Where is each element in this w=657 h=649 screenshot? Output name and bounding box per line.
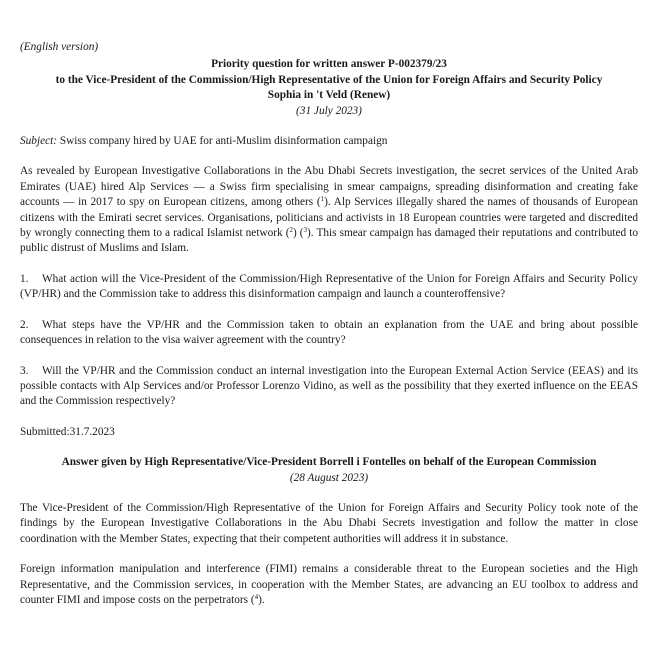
subject-label: Subject:	[20, 135, 58, 148]
question-number: 3.	[20, 364, 29, 377]
answer-paragraph-1: The Vice-President of the Commission/High Representative of the Union for Foreign Affairs and Security Policy took note of the findings by the European Investigative Collaborations in the Abu Dhabi Secrets investigation and follow the matter in close coordination with the Member States, expecting that their competent authorities will address it in substance.	[20, 501, 638, 545]
answer-text-2: ).	[258, 593, 265, 606]
answer-date: (28 August 2023)	[289, 471, 369, 484]
subject-line	[20, 134, 638, 149]
language-note: (English version)	[20, 41, 99, 53]
intro-text-2: ). Alp Services illegally shared the names of thousands of European citizens with the Emirati secret services. Organisations, politicians and activists in 18 European countries were targeted and discredited by wrongly connecting them to a radical Islamist network (	[20, 196, 638, 240]
intro-text-4: ). This smear campaign has damaged their reputations and contributed to public distrust of Muslims and Islam.	[20, 227, 638, 255]
question-author: Sophia in 't Veld (Renew)	[267, 89, 391, 102]
question-text: Will the VP/HR and the Commission conduct an internal investigation into the European External Action Service (EEAS) and its possible contacts with Alp Services and/or Professor Lorenzo Vidino, as well as the possibility that they exerted influence on the EEAS and the Commission respectively?	[20, 364, 638, 408]
answer-text-1: Foreign information manipulation and interference (FIMI) remains a considerable threat to the European societies and the High Representative, and the Commission services, in cooperation with the Member States, are advancing an EU toolbox to address and counter FIMI and impose costs on the perpetrators (	[20, 563, 638, 606]
question-date: (31 July 2023)	[296, 104, 362, 117]
footnote-ref-2[interactable]: 2	[289, 226, 293, 235]
question-item-2	[20, 318, 638, 349]
intro-text-3: ) (	[292, 227, 304, 240]
intro-text-1: As revealed by European Investigative Collaborations in the Abu Dhabi Secrets investigation, the secret services of the United Arab Emirates (UAE) hired Alp Services — a Swiss firm specialising in smear campaigns, spreading disinformation and creating fake accounts — in 2017 to spy on European citizens, among others (	[20, 165, 638, 209]
question-item-3	[20, 364, 638, 410]
document-page	[20, 40, 638, 608]
answer-heading: Answer given by High Representative/Vice-President Borrell i Fontelles on behalf of the European Commission	[61, 456, 597, 469]
question-title: Priority question for written answer P-002379/23	[211, 58, 447, 71]
question-number: 2.	[20, 318, 29, 331]
footnote-ref-4[interactable]: 4	[254, 592, 259, 601]
question-text: What steps have the VP/HR and the Commission taken to obtain an explanation from the UAE and bring about possible consequences in relation to the visa waiver agreement with the country?	[20, 318, 638, 347]
question-text: What action will the Vice-President of the Commission/High Representative of the Union for Foreign Affairs and Security Policy (VP/HR) and the Commission take to address this disinformation campaign and launch a counteroffensive?	[20, 272, 638, 301]
intro-paragraph	[20, 164, 638, 256]
subject-text: Swiss company hired by UAE for anti-Muslim disinformation campaign	[57, 135, 388, 148]
question-addressee: to the Vice-President of the Commission/High Representative of the Union for Foreign Affairs and Security Policy	[55, 73, 603, 86]
footnote-ref-3[interactable]: 3	[303, 226, 308, 235]
answer-paragraph-2	[20, 562, 638, 608]
question-item-1	[20, 272, 638, 303]
footnote-ref-1[interactable]: 1	[320, 195, 325, 204]
question-number: 1.	[20, 272, 29, 285]
submitted-date: Submitted:31.7.2023	[20, 425, 115, 438]
